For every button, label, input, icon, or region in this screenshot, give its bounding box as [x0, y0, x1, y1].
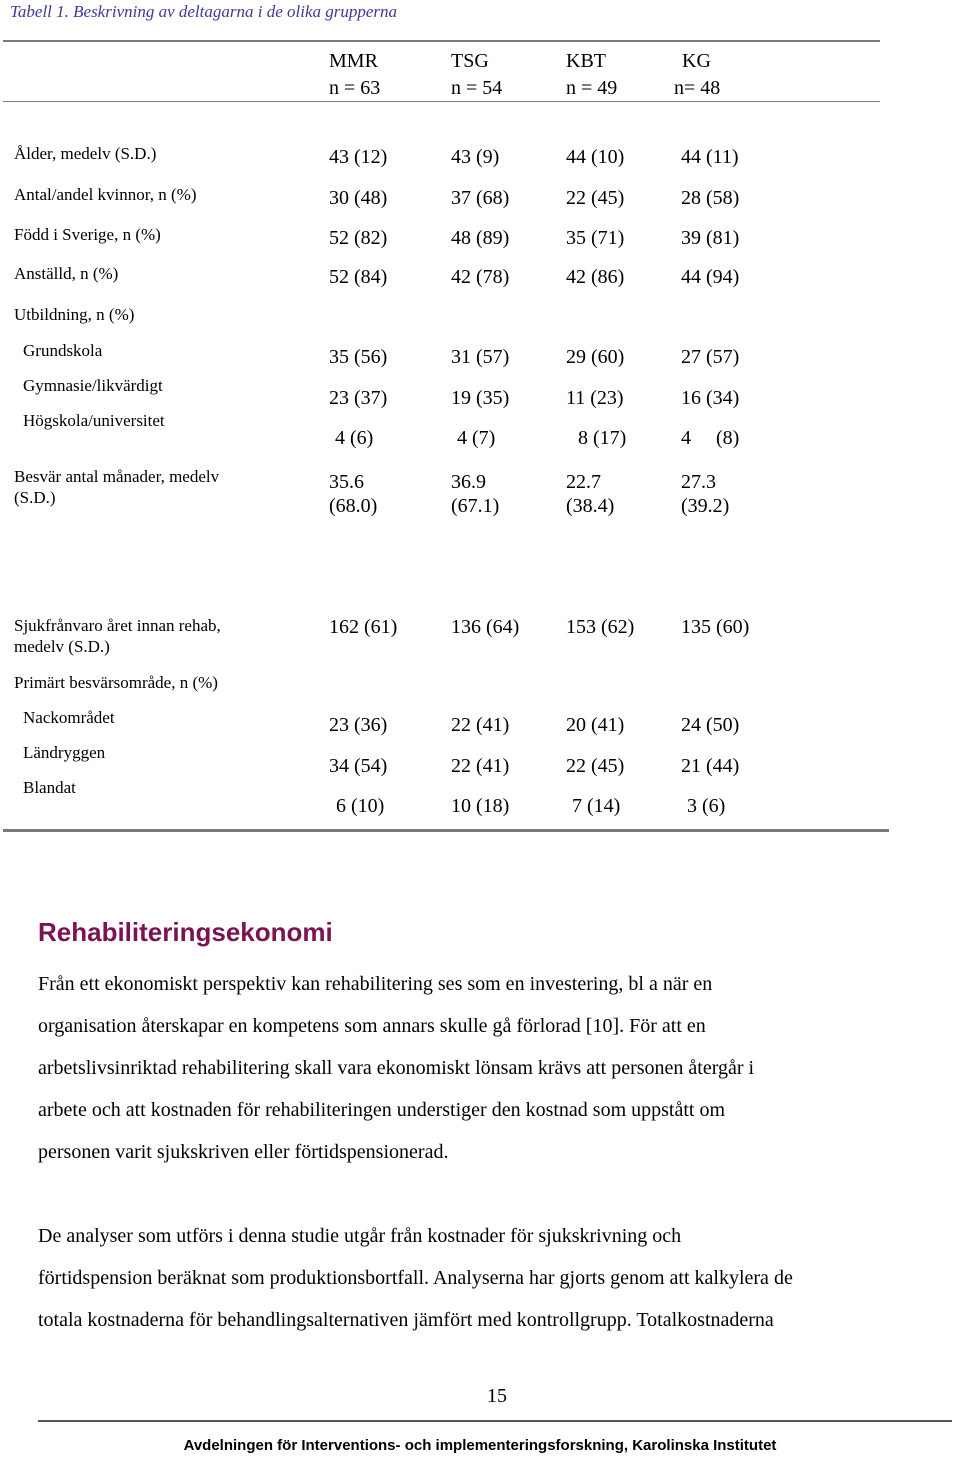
- cell-primary-school-tsg: 31 (57): [451, 346, 510, 368]
- cell-employed-kg: 44 (94): [681, 266, 740, 288]
- cell-mixed-mmr: 6 (10): [336, 795, 385, 817]
- section-heading: Rehabiliteringsekonomi: [38, 917, 333, 947]
- cell-lower-back-kg: 21 (44): [681, 755, 740, 777]
- row-label-age: Ålder, medelv (S.D.): [14, 144, 157, 163]
- row-label-sick-leave: Sjukfrånvaro året innan rehab, medelv (S.D.): [14, 616, 221, 656]
- cell-primary-school-mmr: 35 (56): [329, 346, 388, 368]
- cell-complaint-months-kg: 27.3 (39.2): [681, 471, 730, 517]
- row-label-mixed: Blandat: [23, 778, 76, 797]
- column-header-kg: KG n= 48: [674, 50, 721, 99]
- cell-university-mmr: 4 (6): [335, 427, 374, 449]
- cell-complaint-months-tsg: 36.9 (67.1): [451, 471, 500, 517]
- column-header-kbt: KBT n = 49: [566, 50, 618, 99]
- cell-sick-leave-tsg: 136 (64): [451, 616, 520, 638]
- cell-primary-school-kbt: 29 (60): [566, 346, 625, 368]
- cell-women-mmr: 30 (48): [329, 187, 388, 209]
- row-label-primary-area: Primärt besvärsområde, n (%): [14, 673, 218, 692]
- row-label-university: Högskola/universitet: [23, 411, 165, 430]
- cell-upper-secondary-tsg: 19 (35): [451, 387, 510, 409]
- cell-sick-leave-kg: 135 (60): [681, 616, 750, 638]
- cell-employed-mmr: 52 (84): [329, 266, 388, 288]
- cell-mixed-kbt: 7 (14): [572, 795, 621, 817]
- cell-complaint-months-kbt: 22.7 (38.4): [566, 471, 615, 517]
- cell-complaint-months-mmr: 35.6 (68.0): [329, 471, 378, 517]
- paragraph-2: De analyser som utförs i denna studie utgår från kostnader för sjukskrivning och förtidspension beräknat som produktionsbortfall. Analyserna har gjorts genom att kalkylera de totala kostnaderna för behandlingsalternativen jämfört med kontrollgrupp. Totalkostnaderna: [38, 1225, 793, 1331]
- cell-neck-tsg: 22 (41): [451, 714, 510, 736]
- cell-primary-school-kg: 27 (57): [681, 346, 740, 368]
- cell-women-kg: 28 (58): [681, 187, 740, 209]
- cell-age-tsg: 43 (9): [451, 146, 500, 168]
- cell-mixed-kg: 3 (6): [687, 795, 726, 817]
- cell-university-tsg: 4 (7): [457, 427, 496, 449]
- cell-sick-leave-kbt: 153 (62): [566, 616, 635, 638]
- cell-mixed-tsg: 10 (18): [451, 795, 510, 817]
- row-label-primary-school: Grundskola: [23, 341, 103, 360]
- table-caption: Tabell 1. Beskrivning av deltagarna i de olika grupperna: [10, 2, 398, 21]
- cell-born-sweden-kg: 39 (81): [681, 227, 740, 249]
- cell-upper-secondary-mmr: 23 (37): [329, 387, 388, 409]
- cell-lower-back-kbt: 22 (45): [566, 755, 625, 777]
- cell-upper-secondary-kg: 16 (34): [681, 387, 740, 409]
- column-header-mmr: MMR n = 63: [329, 50, 381, 99]
- row-label-employed: Anställd, n (%): [14, 264, 119, 283]
- cell-born-sweden-kbt: 35 (71): [566, 227, 625, 249]
- row-label-education: Utbildning, n (%): [14, 305, 135, 324]
- cell-university-kbt: 8 (17): [578, 427, 627, 449]
- cell-born-sweden-mmr: 52 (82): [329, 227, 388, 249]
- cell-born-sweden-tsg: 48 (89): [451, 227, 510, 249]
- cell-sick-leave-mmr: 162 (61): [329, 616, 398, 638]
- cell-lower-back-mmr: 34 (54): [329, 755, 388, 777]
- cell-women-tsg: 37 (68): [451, 187, 510, 209]
- table-bottom-rule: [3, 829, 889, 832]
- page-footer: Avdelningen för Interventions- och implementeringsforskning, Karolinska Institutet: [183, 1437, 777, 1454]
- cell-university-kg: 4 (8): [681, 427, 740, 449]
- cell-age-kbt: 44 (10): [566, 146, 625, 168]
- table-top-rule: [3, 40, 880, 42]
- cell-age-kg: 44 (11): [681, 146, 739, 168]
- cell-age-mmr: 43 (12): [329, 146, 388, 168]
- cell-employed-tsg: 42 (78): [451, 266, 510, 288]
- cell-employed-kbt: 42 (86): [566, 266, 625, 288]
- footer-rule: [38, 1420, 952, 1422]
- paragraph-1: Från ett ekonomiskt perspektiv kan rehabilitering ses som en investering, bl a när en organisation återskapar en kompetens som annars skulle gå förlorad [10]. För att en arbetslivsinriktad rehabilitering skall vara ekonomiskt lönsam krävs att personen återgår i arbete och att kostnaden för rehabiliteringen understiger den kostnad som uppstått om personen varit sjukskriven eller förtidspensionerad.: [38, 973, 755, 1163]
- cell-women-kbt: 22 (45): [566, 187, 625, 209]
- row-label-upper-secondary: Gymnasie/likvärdigt: [23, 376, 163, 395]
- table-header-rule: [3, 101, 880, 102]
- row-label-complaint-months: Besvär antal månader, medelv (S.D.): [14, 467, 220, 507]
- column-header-tsg: TSG n = 54: [451, 50, 503, 99]
- row-label-lower-back: Ländryggen: [23, 743, 106, 762]
- cell-upper-secondary-kbt: 11 (23): [566, 387, 624, 409]
- cell-neck-mmr: 23 (36): [329, 714, 388, 736]
- cell-neck-kbt: 20 (41): [566, 714, 625, 736]
- row-label-born-sweden: Född i Sverige, n (%): [14, 225, 161, 244]
- cell-lower-back-tsg: 22 (41): [451, 755, 510, 777]
- row-label-women: Antal/andel kvinnor, n (%): [14, 185, 197, 204]
- row-label-neck: Nackområdet: [23, 708, 115, 727]
- page-number: 15: [487, 1385, 507, 1407]
- cell-neck-kg: 24 (50): [681, 714, 740, 736]
